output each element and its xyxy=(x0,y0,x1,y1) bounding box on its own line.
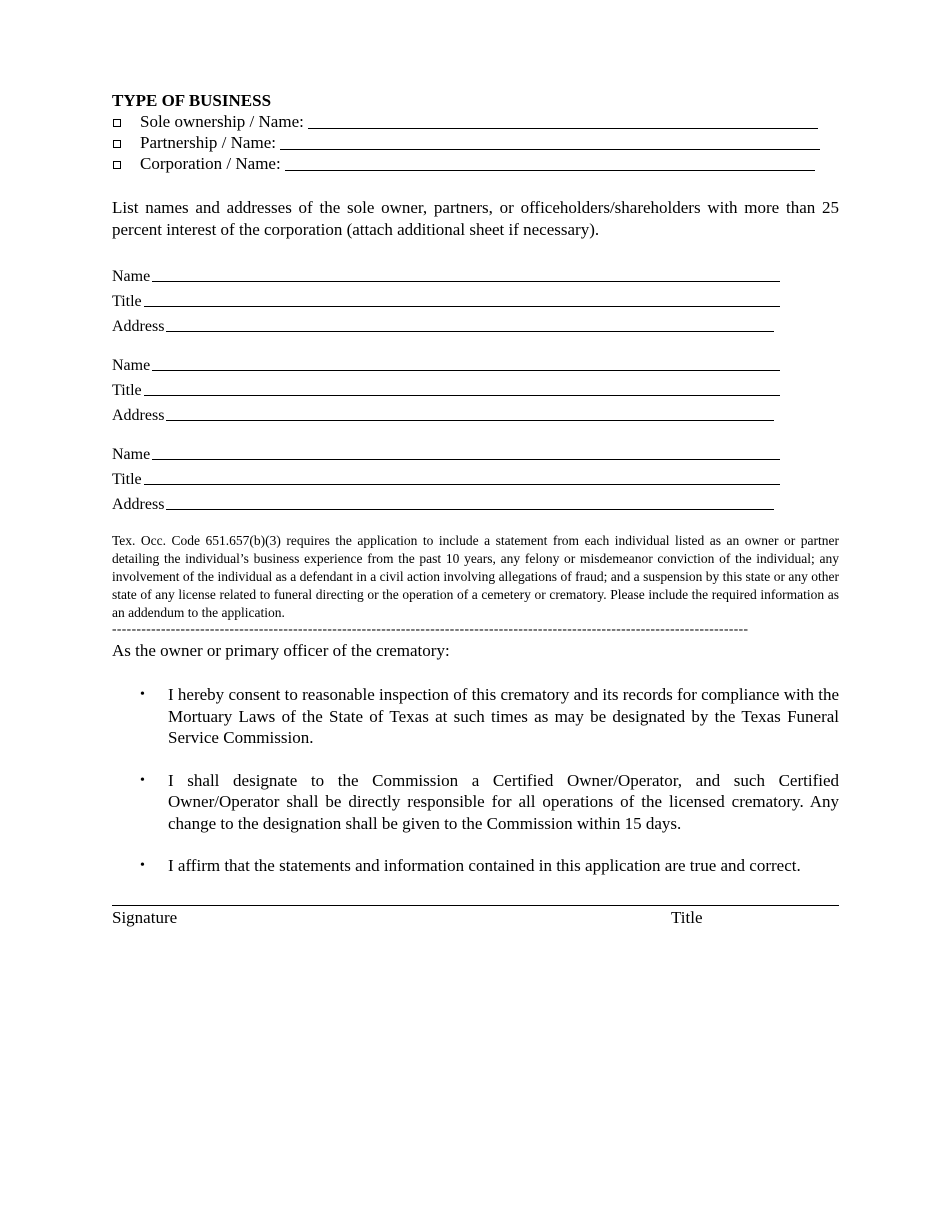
signature-labels xyxy=(112,906,839,930)
title-label: Title xyxy=(112,293,142,310)
title-field[interactable] xyxy=(144,468,780,485)
name-label: Name xyxy=(112,357,151,374)
signature-label: Signature xyxy=(112,907,178,927)
affirmation-item xyxy=(112,855,839,877)
owners-intro-text: List names and addresses of the sole owner, partners, or officeholders/shareholders with more than 25 percent interest of the corporation (attach additional sheet if necessary). xyxy=(112,198,839,239)
name-label: Name xyxy=(112,268,151,285)
type-of-business-section xyxy=(112,90,839,174)
title-field[interactable] xyxy=(144,290,780,307)
affirmation-text: I shall designate to the Commission a Certified Owner/Operator, and such Certified Owner/Operator shall be directly responsible for all operations of the licensed crematory. Any change to the designation shall be given to the Commission within 15 days. xyxy=(168,770,839,833)
corporation-label: Corporation / Name: xyxy=(140,154,281,173)
sole-ownership-label: Sole ownership / Name: xyxy=(140,112,304,131)
name-field[interactable] xyxy=(152,354,780,371)
partnership-label: Partnership / Name: xyxy=(140,133,276,152)
corporation-name-field[interactable] xyxy=(285,154,815,171)
affirmation-item xyxy=(112,770,839,835)
address-label: Address xyxy=(112,496,165,513)
signature-title-label: Title xyxy=(671,907,703,927)
bullet-icon: • xyxy=(140,687,145,702)
corporation-row xyxy=(112,153,839,174)
address-field[interactable] xyxy=(166,493,774,510)
name-label: Name xyxy=(112,446,151,463)
affirmation-list xyxy=(112,684,839,877)
bullet-icon: • xyxy=(140,858,145,873)
partnership-checkbox[interactable] xyxy=(113,140,121,148)
dashed-divider: ---------------------------------------------------------------------------------------------------------------------------------- xyxy=(112,622,749,636)
name-field[interactable] xyxy=(152,443,780,460)
sole-ownership-row xyxy=(112,111,839,132)
title-field[interactable] xyxy=(144,379,780,396)
sole-ownership-name-field[interactable] xyxy=(308,112,818,129)
owner-entry-2 xyxy=(112,350,839,425)
affirmation-item xyxy=(112,684,839,749)
name-field[interactable] xyxy=(152,265,780,282)
address-label: Address xyxy=(112,407,165,424)
application-page xyxy=(112,90,839,930)
address-field[interactable] xyxy=(166,315,774,332)
partnership-name-field[interactable] xyxy=(280,133,820,150)
bullet-icon: • xyxy=(140,772,145,788)
owner-intro-text: As the owner or primary officer of the crematory: xyxy=(112,641,450,660)
sole-ownership-checkbox[interactable] xyxy=(113,119,121,127)
owners-list xyxy=(112,261,839,514)
affirmation-text: I affirm that the statements and information contained in this application are true and correct. xyxy=(168,856,801,875)
type-of-business-heading: TYPE OF BUSINESS xyxy=(112,91,272,110)
owner-entry-3 xyxy=(112,439,839,514)
affirmation-text: I hereby consent to reasonable inspection of this crematory and its records for compliance with the Mortuary Laws of the State of Texas at such times as may be designated by the Texas Funeral Service Commission. xyxy=(168,685,839,747)
owner-entry-1 xyxy=(112,261,839,336)
statutory-notice: Tex. Occ. Code 651.657(b)(3) requires the application to include a statement from each individual listed as an owner or partner detailing the individual’s business experience from the past 10 years, any felony or misdemeanor conviction of the individual; any involvement of the individual as a defendant in a civil action involving allegations of fraud; and a suspension by this state or any other state of any license related to funeral directing or the operation of a cemetery or crematory. Please include the required information as an addendum to the application. xyxy=(112,533,839,620)
partnership-row xyxy=(112,132,839,153)
title-label: Title xyxy=(112,471,142,488)
address-field[interactable] xyxy=(166,404,774,421)
address-label: Address xyxy=(112,318,165,335)
title-label: Title xyxy=(112,382,142,399)
corporation-checkbox[interactable] xyxy=(113,161,121,169)
